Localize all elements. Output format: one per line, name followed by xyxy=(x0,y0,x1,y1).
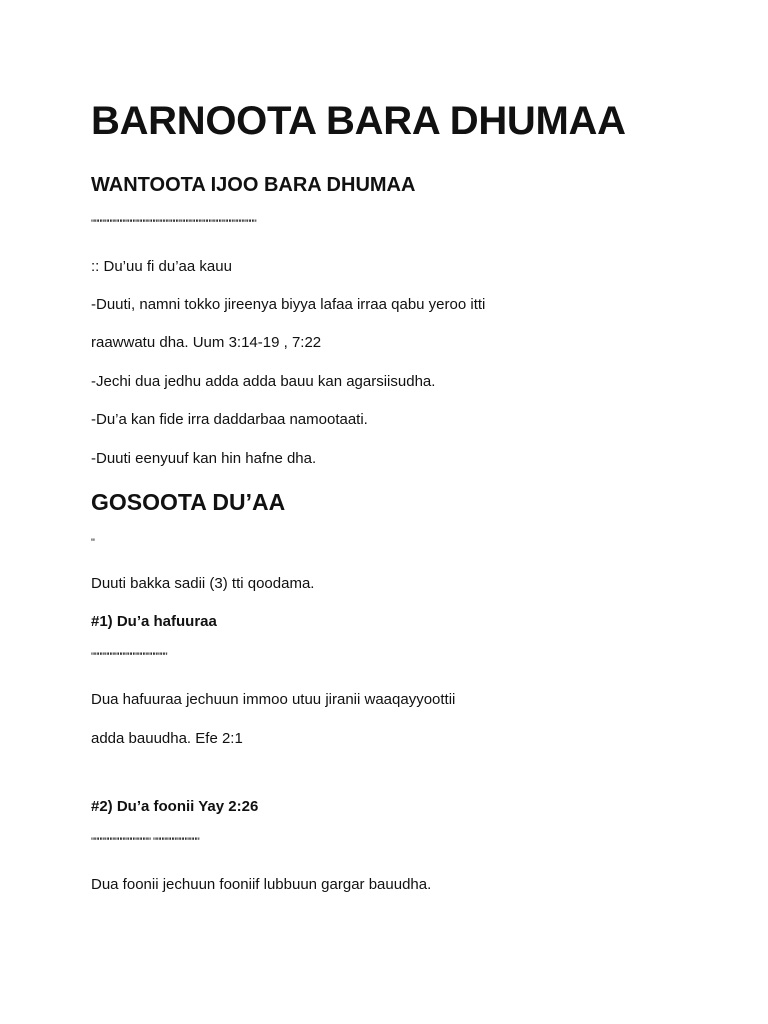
document-subtitle: WANTOOTA IJOO BARA DHUMAA xyxy=(91,174,416,196)
paragraph-line: -Jechi dua jedhu adda adda bauu kan agarsiisudha. xyxy=(91,373,436,390)
item-heading: #1) Du’a hafuuraa xyxy=(91,613,217,630)
separator-line: """""""""""""""""" """""""""""""" xyxy=(91,836,200,848)
separator-line: """""""""""""""""""""""""""""""""""""""""""""""""" xyxy=(91,218,257,230)
item-heading: #2) Du’a foonii Yay 2:26 xyxy=(91,798,259,815)
paragraph-line: raawwatu dha. Uum 3:14-19 , 7:22 xyxy=(91,334,322,351)
paragraph-line: :: Du’uu fi du’aa kauu xyxy=(91,258,232,275)
separator-line: " xyxy=(91,537,95,549)
section-heading: GOSOOTA DU’AA xyxy=(91,489,286,515)
paragraph-line: Dua foonii jechuun fooniif lubbuun gargar bauudha. xyxy=(91,876,432,893)
paragraph-line: adda bauudha. Efe 2:1 xyxy=(91,730,243,747)
paragraph-line: Duuti bakka sadii (3) tti qoodama. xyxy=(91,575,315,592)
paragraph-line: Dua hafuuraa jechuun immoo utuu jiranii waaqayyoottii xyxy=(91,691,456,708)
paragraph-line: -Duuti eenyuuf kan hin hafne dha. xyxy=(91,450,317,467)
separator-line: """"""""""""""""""""""" xyxy=(91,651,168,663)
paragraph-line: -Duuti, namni tokko jireenya biyya lafaa irraa qabu yeroo itti xyxy=(91,296,486,313)
paragraph-line: -Du’a kan fide irra daddarbaa namootaati. xyxy=(91,411,368,428)
document-title: BARNOOTA BARA DHUMAA xyxy=(91,99,626,143)
